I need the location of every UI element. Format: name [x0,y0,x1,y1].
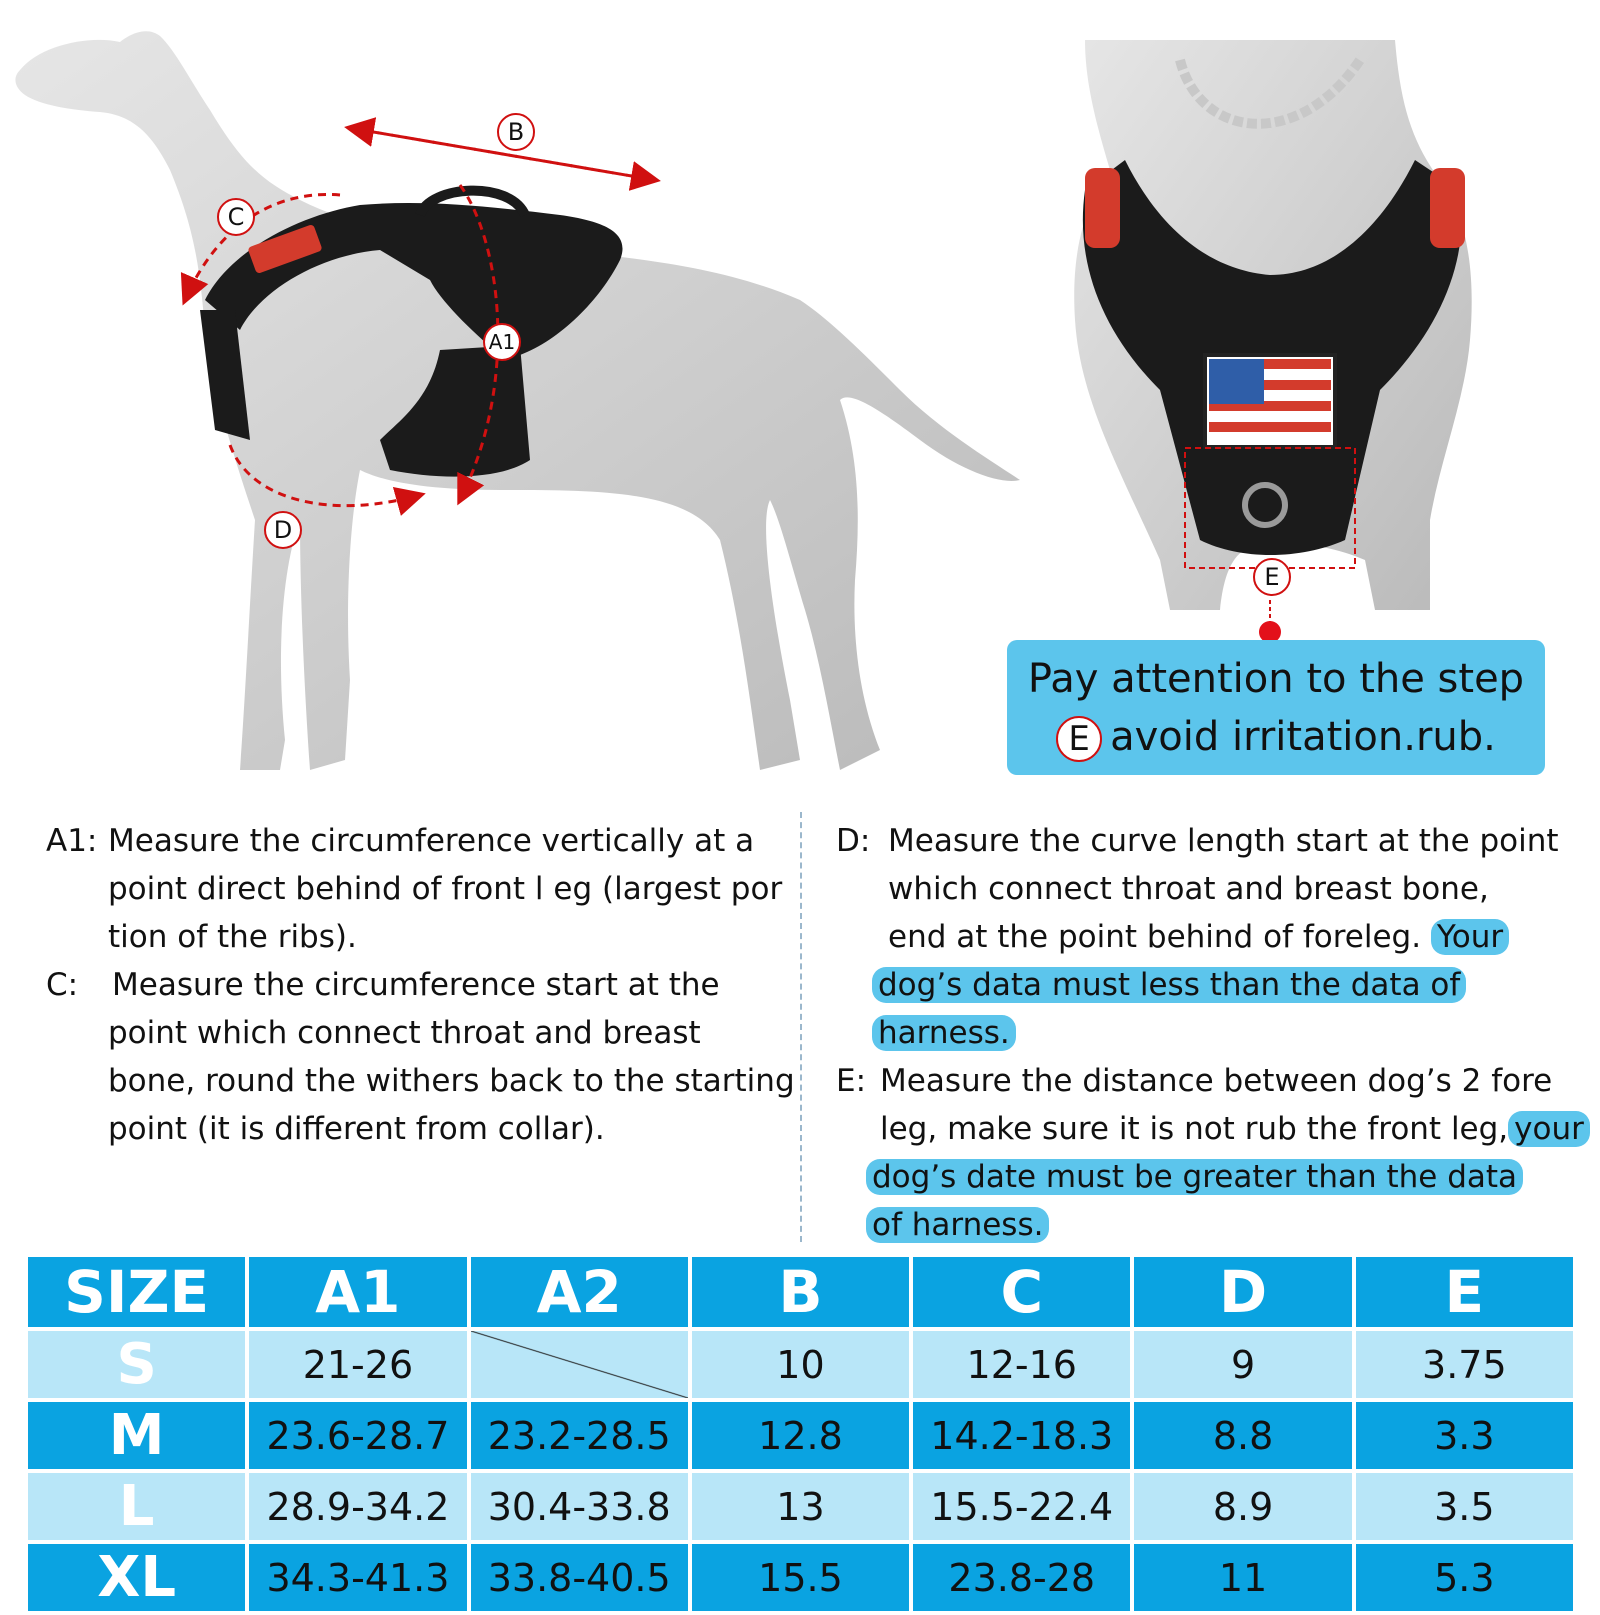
desc-d-line-1: Measure the curve length start at the point [888,823,1559,859]
size-cell: XL [28,1544,245,1611]
desc-d-line-2: which connect throat and breast bone, [888,871,1489,907]
header-a1: A1 [249,1257,466,1327]
desc-e-highlight-1: your [1508,1111,1590,1147]
desc-e-highlight-3-wrapper [866,1201,1049,1249]
desc-e-line-2: leg, make sure it is not rub the front leg, [880,1111,1509,1147]
table-row [28,1331,1573,1398]
desc-d-label: D: [836,823,871,859]
desc-e-line-2-wrapper [880,1105,1590,1153]
desc-e-label: E: [836,1063,867,1099]
table-cell: 34.3-41.3 [249,1544,466,1611]
header-size: SIZE [28,1257,245,1327]
desc-d-highlight-3: harness. [872,1015,1016,1051]
table-cell: 30.4-33.8 [471,1473,688,1540]
table-cell: 8.9 [1134,1473,1351,1540]
desc-e-highlight-2-wrapper [866,1153,1523,1201]
marker-e: E [1253,558,1291,596]
table-cell: 23.2-28.5 [471,1402,688,1469]
flag-patch [1205,355,1335,447]
table-cell-empty [471,1331,688,1398]
size-cell: L [28,1473,245,1540]
column-divider [800,812,802,1242]
desc-d-line-3: end at the point behind of foreleg. [888,919,1422,955]
marker-a1: A1 [483,323,521,361]
attention-notice [1007,640,1545,775]
notice-line-2: avoid irritation.rub. [1110,714,1496,760]
desc-d-highlight-2-wrapper [872,961,1466,1009]
table-cell: 9 [1134,1331,1351,1398]
desc-e-line-1: Measure the distance between dog’s 2 fore [880,1063,1553,1099]
table-cell: 14.2-18.3 [913,1402,1130,1469]
desc-d-highlight-1: Your [1431,919,1509,955]
table-row [28,1544,1573,1611]
marker-b: B [497,113,535,151]
desc-e-highlight-3: of harness. [866,1207,1049,1243]
notice-step-marker: E [1056,716,1102,762]
table-cell: 3.5 [1356,1473,1573,1540]
table-cell: 12-16 [913,1331,1130,1398]
desc-c-line-1: Measure the circumference start at the [112,967,720,1003]
table-header-row [28,1257,1573,1327]
header-b: B [692,1257,909,1327]
table-cell: 5.3 [1356,1544,1573,1611]
header-c: C [913,1257,1130,1327]
marker-c: C [217,198,255,236]
table-cell: 8.8 [1134,1402,1351,1469]
desc-e-highlight-2: dog’s date must be greater than the data [866,1159,1523,1195]
table-cell: 10 [692,1331,909,1398]
notice-line-2-wrapper [1007,708,1545,766]
table-cell: 21-26 [249,1331,466,1398]
table-cell: 33.8-40.5 [471,1544,688,1611]
table-cell: 12.8 [692,1402,909,1469]
header-e: E [1356,1257,1573,1327]
desc-c-line-2: point which connect throat and breast [108,1015,701,1051]
table-cell: 23.8-28 [913,1544,1130,1611]
notice-line-1: Pay attention to the step [1027,656,1525,702]
table-cell: 11 [1134,1544,1351,1611]
desc-c-line-3: bone, round the withers back to the starting [108,1063,795,1099]
header-d: D [1134,1257,1351,1327]
desc-c-label: C: [46,967,79,1003]
size-cell: M [28,1402,245,1469]
dog-front-illustration [1074,40,1471,643]
size-chart-table [24,1253,1577,1615]
table-cell: 28.9-34.2 [249,1473,466,1540]
table-cell: 15.5 [692,1544,909,1611]
desc-a1-line-1: Measure the circumference vertically at a [108,823,755,859]
table-cell: 3.3 [1356,1402,1573,1469]
table-cell: 3.75 [1356,1331,1573,1398]
table-cell: 13 [692,1473,909,1540]
header-a2: A2 [471,1257,688,1327]
table-cell: 23.6-28.7 [249,1402,466,1469]
desc-a1-line-3: tion of the ribs). [108,919,357,955]
desc-a1-label: A1: [46,823,98,859]
desc-a1-line-2: point direct behind of front l eg (largest por [108,871,783,907]
desc-c-line-4: point (it is different from collar). [108,1111,605,1147]
table-row [28,1473,1573,1540]
table-cell: 15.5-22.4 [913,1473,1130,1540]
marker-d: D [264,511,302,549]
desc-d-highlight-3-wrapper [872,1009,1016,1057]
desc-d-line-3-wrapper [888,913,1509,961]
size-cell: S [28,1331,245,1398]
table-row [28,1402,1573,1469]
desc-d-highlight-2: dog’s data must less than the data of [872,967,1466,1003]
